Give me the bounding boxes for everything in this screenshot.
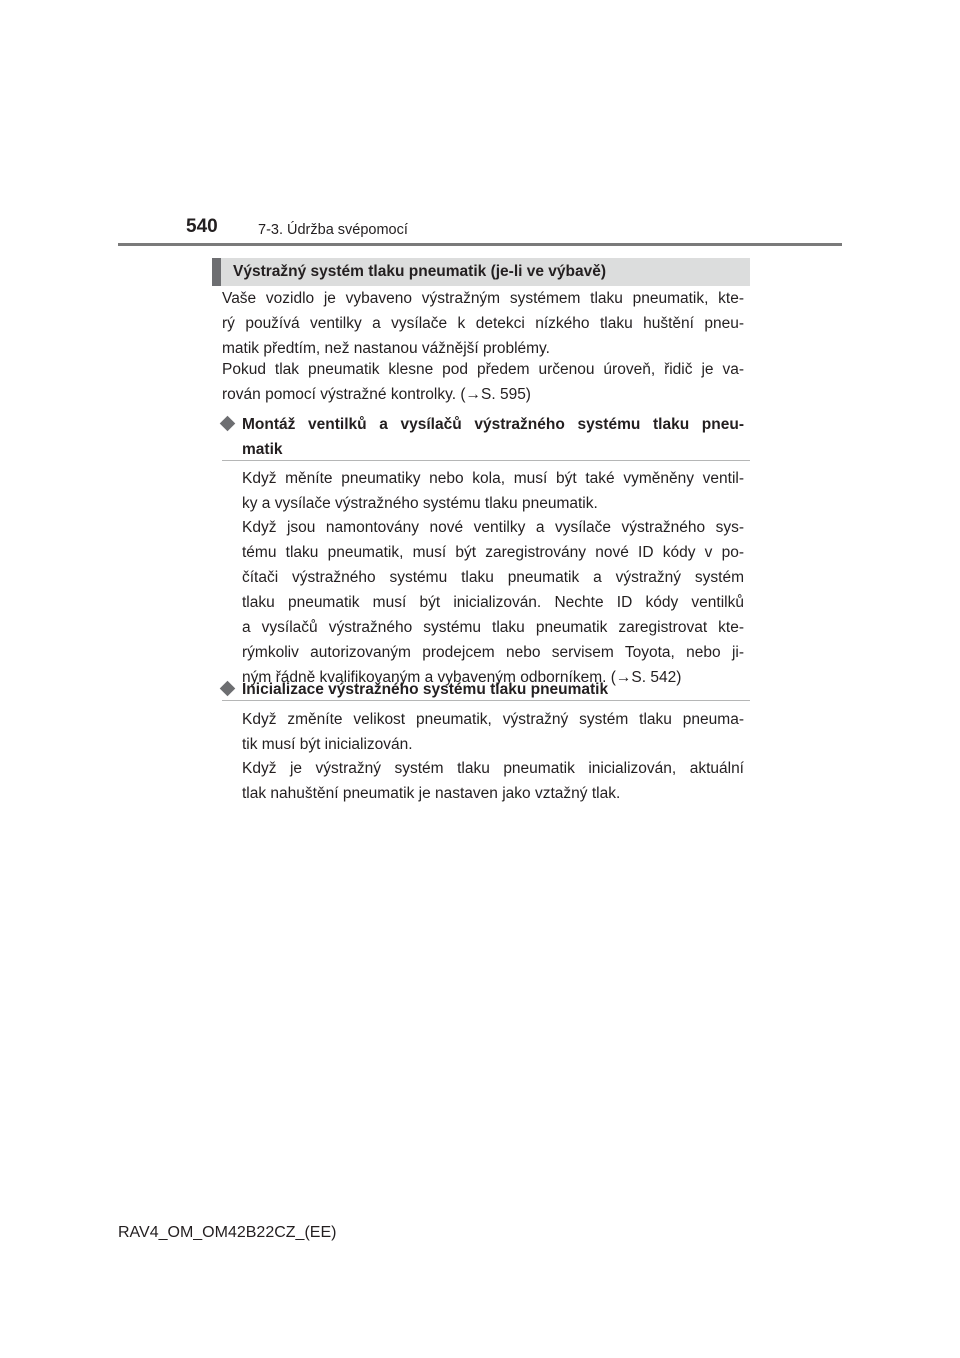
- text-line: ky a vysílače výstražného systému tlaku pneumatik.: [242, 495, 598, 512]
- header-rule: [118, 243, 842, 246]
- text-line: Pokud tlak pneumatik klesne pod předem určenou úroveň, řidič je va-: [222, 361, 744, 378]
- text-line: tému tlaku pneumatik, musí být zaregistrovány nové ID kódy v po-: [242, 544, 744, 561]
- text-line: Když je výstražný systém tlaku pneumatik inicializován, aktuální: [242, 760, 744, 777]
- footer-doc-code: RAV4_OM_OM42B22CZ_(EE): [118, 1224, 337, 1241]
- text-line: Inicializace výstražného systému tlaku pneumatik: [242, 681, 609, 698]
- diamond-icon: [220, 416, 236, 432]
- text-line: matik předtím, než nastanou vážnější problémy.: [222, 340, 550, 357]
- text-line: ným řádně kvalifikovaným a vybaveným odborníkem. (→S. 542): [242, 669, 682, 686]
- text-line: rýmkoliv autorizovaným prodejcem nebo servisem Toyota, nebo ji-: [242, 644, 744, 661]
- section-heading-bar: [212, 258, 750, 286]
- text-line: Když jsou namontovány nové ventilky a vysílače výstražného sys-: [242, 519, 744, 536]
- intro-paragraph: [222, 286, 744, 361]
- section-title: Výstražný systém tlaku pneumatik (je-li ve výbavě): [233, 263, 607, 280]
- text-line: rý používá ventilky a vysílače k detekci nízkého tlaku huštění pneu-: [222, 315, 744, 332]
- warning-paragraph: [222, 357, 744, 407]
- chapter-title: 7-3. Údržba svépomocí: [258, 222, 408, 238]
- init-paragraph-2: [242, 756, 744, 806]
- subsection-title: [242, 677, 744, 702]
- valves-paragraph-2: [242, 515, 744, 690]
- text-line: rován pomocí výstražné kontrolky. (→S. 595): [222, 386, 531, 403]
- text-line: Vaše vozidlo je vybaveno výstražným systémem tlaku pneumatik, kte-: [222, 290, 744, 307]
- page-number: 540: [186, 216, 218, 237]
- text-line: Když měníte pneumatiky nebo kola, musí být také vyměněny ventil-: [242, 470, 744, 487]
- text-line: čítači výstražného systému tlaku pneumatik a výstražný systém: [242, 569, 744, 586]
- subsection-title: [242, 412, 744, 462]
- init-paragraph-1: [242, 707, 744, 757]
- text-line: tlaku pneumatik musí být inicializován. Nechte ID kódy ventilků: [242, 594, 744, 611]
- text-line: tik musí být inicializován.: [242, 736, 413, 753]
- valves-paragraph-1: [242, 466, 744, 516]
- text-line: matik: [242, 441, 283, 458]
- subsection-rule: [222, 460, 750, 461]
- subsection-rule: [222, 700, 750, 701]
- text-line: Když změníte velikost pneumatik, výstražný systém tlaku pneuma-: [242, 711, 744, 728]
- text-line: a vysílačů výstražného systému tlaku pneumatik zaregistrovat kte-: [242, 619, 744, 636]
- diamond-icon: [220, 681, 236, 697]
- text-line: Montáž ventilků a vysílačů výstražného systému tlaku pneu-: [242, 416, 744, 433]
- text-line: tlak nahuštění pneumatik je nastaven jako vztažný tlak.: [242, 785, 621, 802]
